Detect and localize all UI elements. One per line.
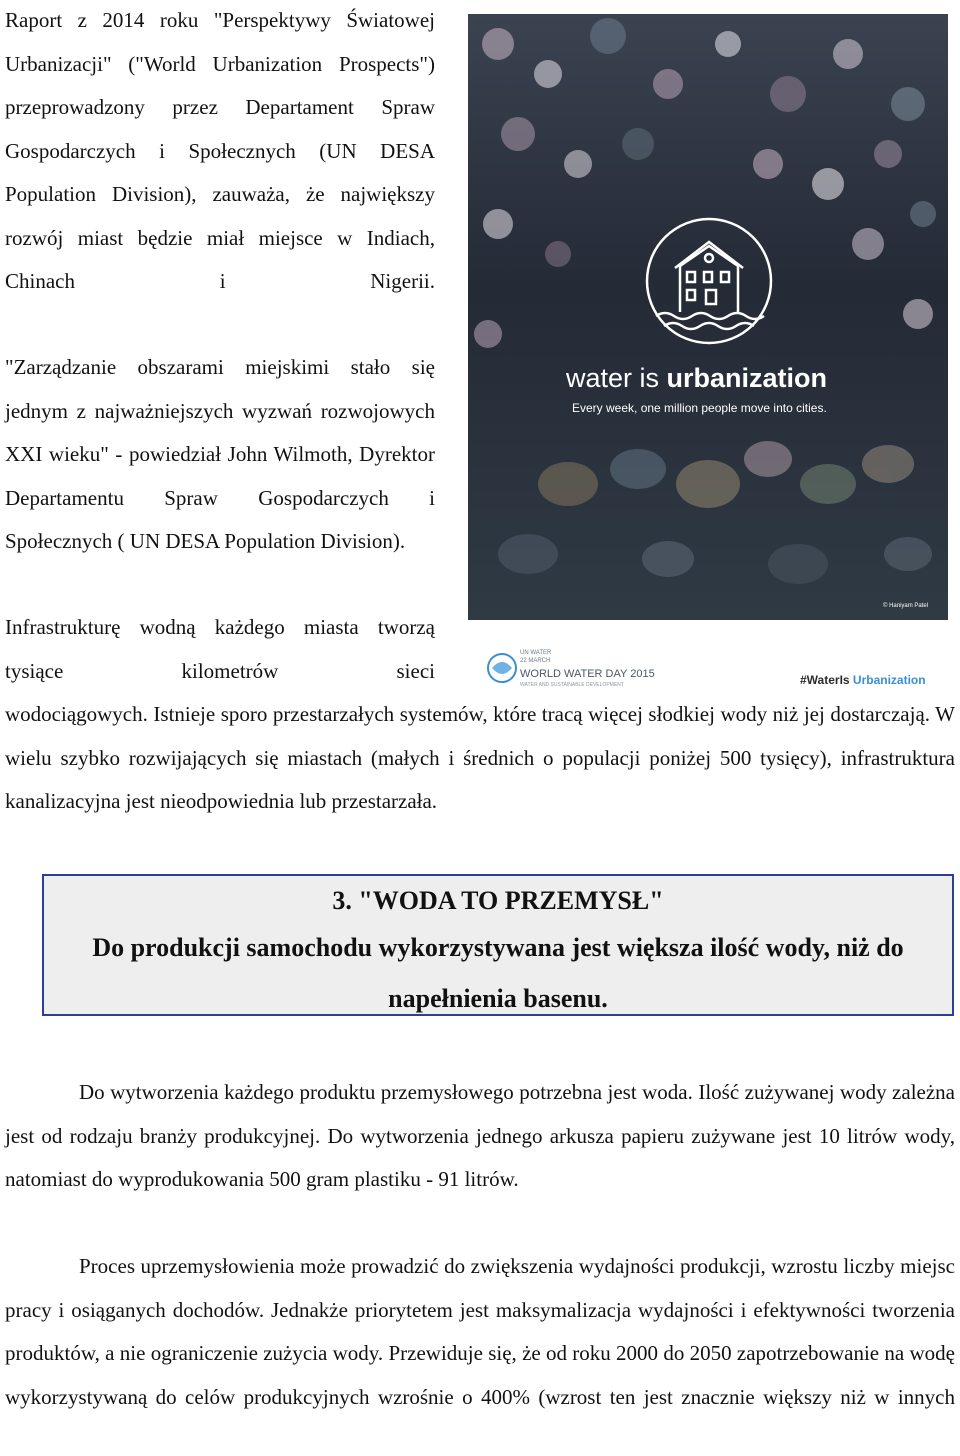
world-water-day-poster xyxy=(468,14,948,620)
quote-paragraph: "Zarządzanie obszarami miejskimi stało się jednym z najważniejszych wyzwań rozwojowych XXI wieku" - powiedział John Wilmoth, Dyrektor Departamentu Spraw Gospodarczych i Społecznych ( UN DESA Population Division). xyxy=(5,355,435,553)
poster-footer xyxy=(468,640,948,692)
section-callout-box xyxy=(42,874,954,1016)
poster-title-light: water is xyxy=(566,363,667,393)
world-water-day-logo xyxy=(488,650,655,688)
infrastructure-paragraph-start: Infrastrukturę wodną każdego miasta tworzą tysiące kilometrów sieci xyxy=(5,615,435,683)
hashtag-accent: Urbanization xyxy=(852,673,926,687)
poster-hashtag xyxy=(800,673,926,687)
industry-paragraph-1: Do wytworzenia każdego produktu przemysłowego potrzebna jest woda. Ilość zużywanej wody zależna jest od rodzaju branży produkcyjnej. Do wytworzenia jednego arkusza papieru zużywane jest 10 litrów wody, natomiast do wyprodukowania 500 gram plastiku - 91 litrów. xyxy=(5,1080,955,1191)
poster-title-bold: urbanization xyxy=(666,363,828,393)
logo-main-text: WORLD WATER DAY 2015 xyxy=(520,668,655,680)
svg-text:water is urbanization xyxy=(565,363,827,393)
hashtag-prefix: #WaterIs xyxy=(800,673,853,687)
intro-paragraph: Raport z 2014 roku "Perspektywy Światowej Urbanizacji" ("World Urbanization Prospects") przeprowadzony przez Departament Spraw Gospodarczych i Społecznych (UN DESA Population Division), zauważa, że największy rozwój miast będzie miał miejsce w Indiach, Chinach i Nigerii. xyxy=(5,8,435,293)
poster-tagline: Every week, one million people move into cities. xyxy=(572,401,827,415)
logo-date: 22 MARCH xyxy=(520,658,551,664)
infrastructure-paragraph-continued: wodociągowych. Istnieje sporo przestarzałych systemów, które tracą więcej słodkiej wody niż jej dostarczają. W wielu szybko rozwijających się miastach (małych i średnich o populacji poniżej 500 tysięcy), infrastruktura kanalizacyjna jest nieodpowiednia lub przestarzała. xyxy=(5,702,955,813)
section-subtitle: Do produkcji samochodu wykorzystywana jest większa ilość wody, niż do napełnienia basenu. xyxy=(92,933,904,1013)
logo-org: UN WATER xyxy=(520,650,552,656)
logo-subtitle: WATER AND SUSTAINABLE DEVELOPMENT xyxy=(520,682,624,688)
section-heading: 3. "WODA TO PRZEMYSŁ" xyxy=(332,886,664,915)
industry-paragraph-2: Proces uprzemysłowienia może prowadzić do zwiększenia wydajności produkcji, wzrostu liczby miejsc pracy i osiąganych dochodów. Jednakże priorytetem jest maksymalizacja wydajności i efektywności tworzenia produktów, a nie ograniczenie zużycia wody. Przewiduje się, że od roku 2000 do 2050 zapotrzebowanie na wodę wykorzystywaną do celów produkcyjnych wzrośnie o 400% (wzrost ten jest znacznie większy niż w innych xyxy=(5,1254,955,1409)
poster-photo-credit: © Haniyam Patel xyxy=(883,603,929,609)
poster-crowd-photo xyxy=(468,14,948,620)
